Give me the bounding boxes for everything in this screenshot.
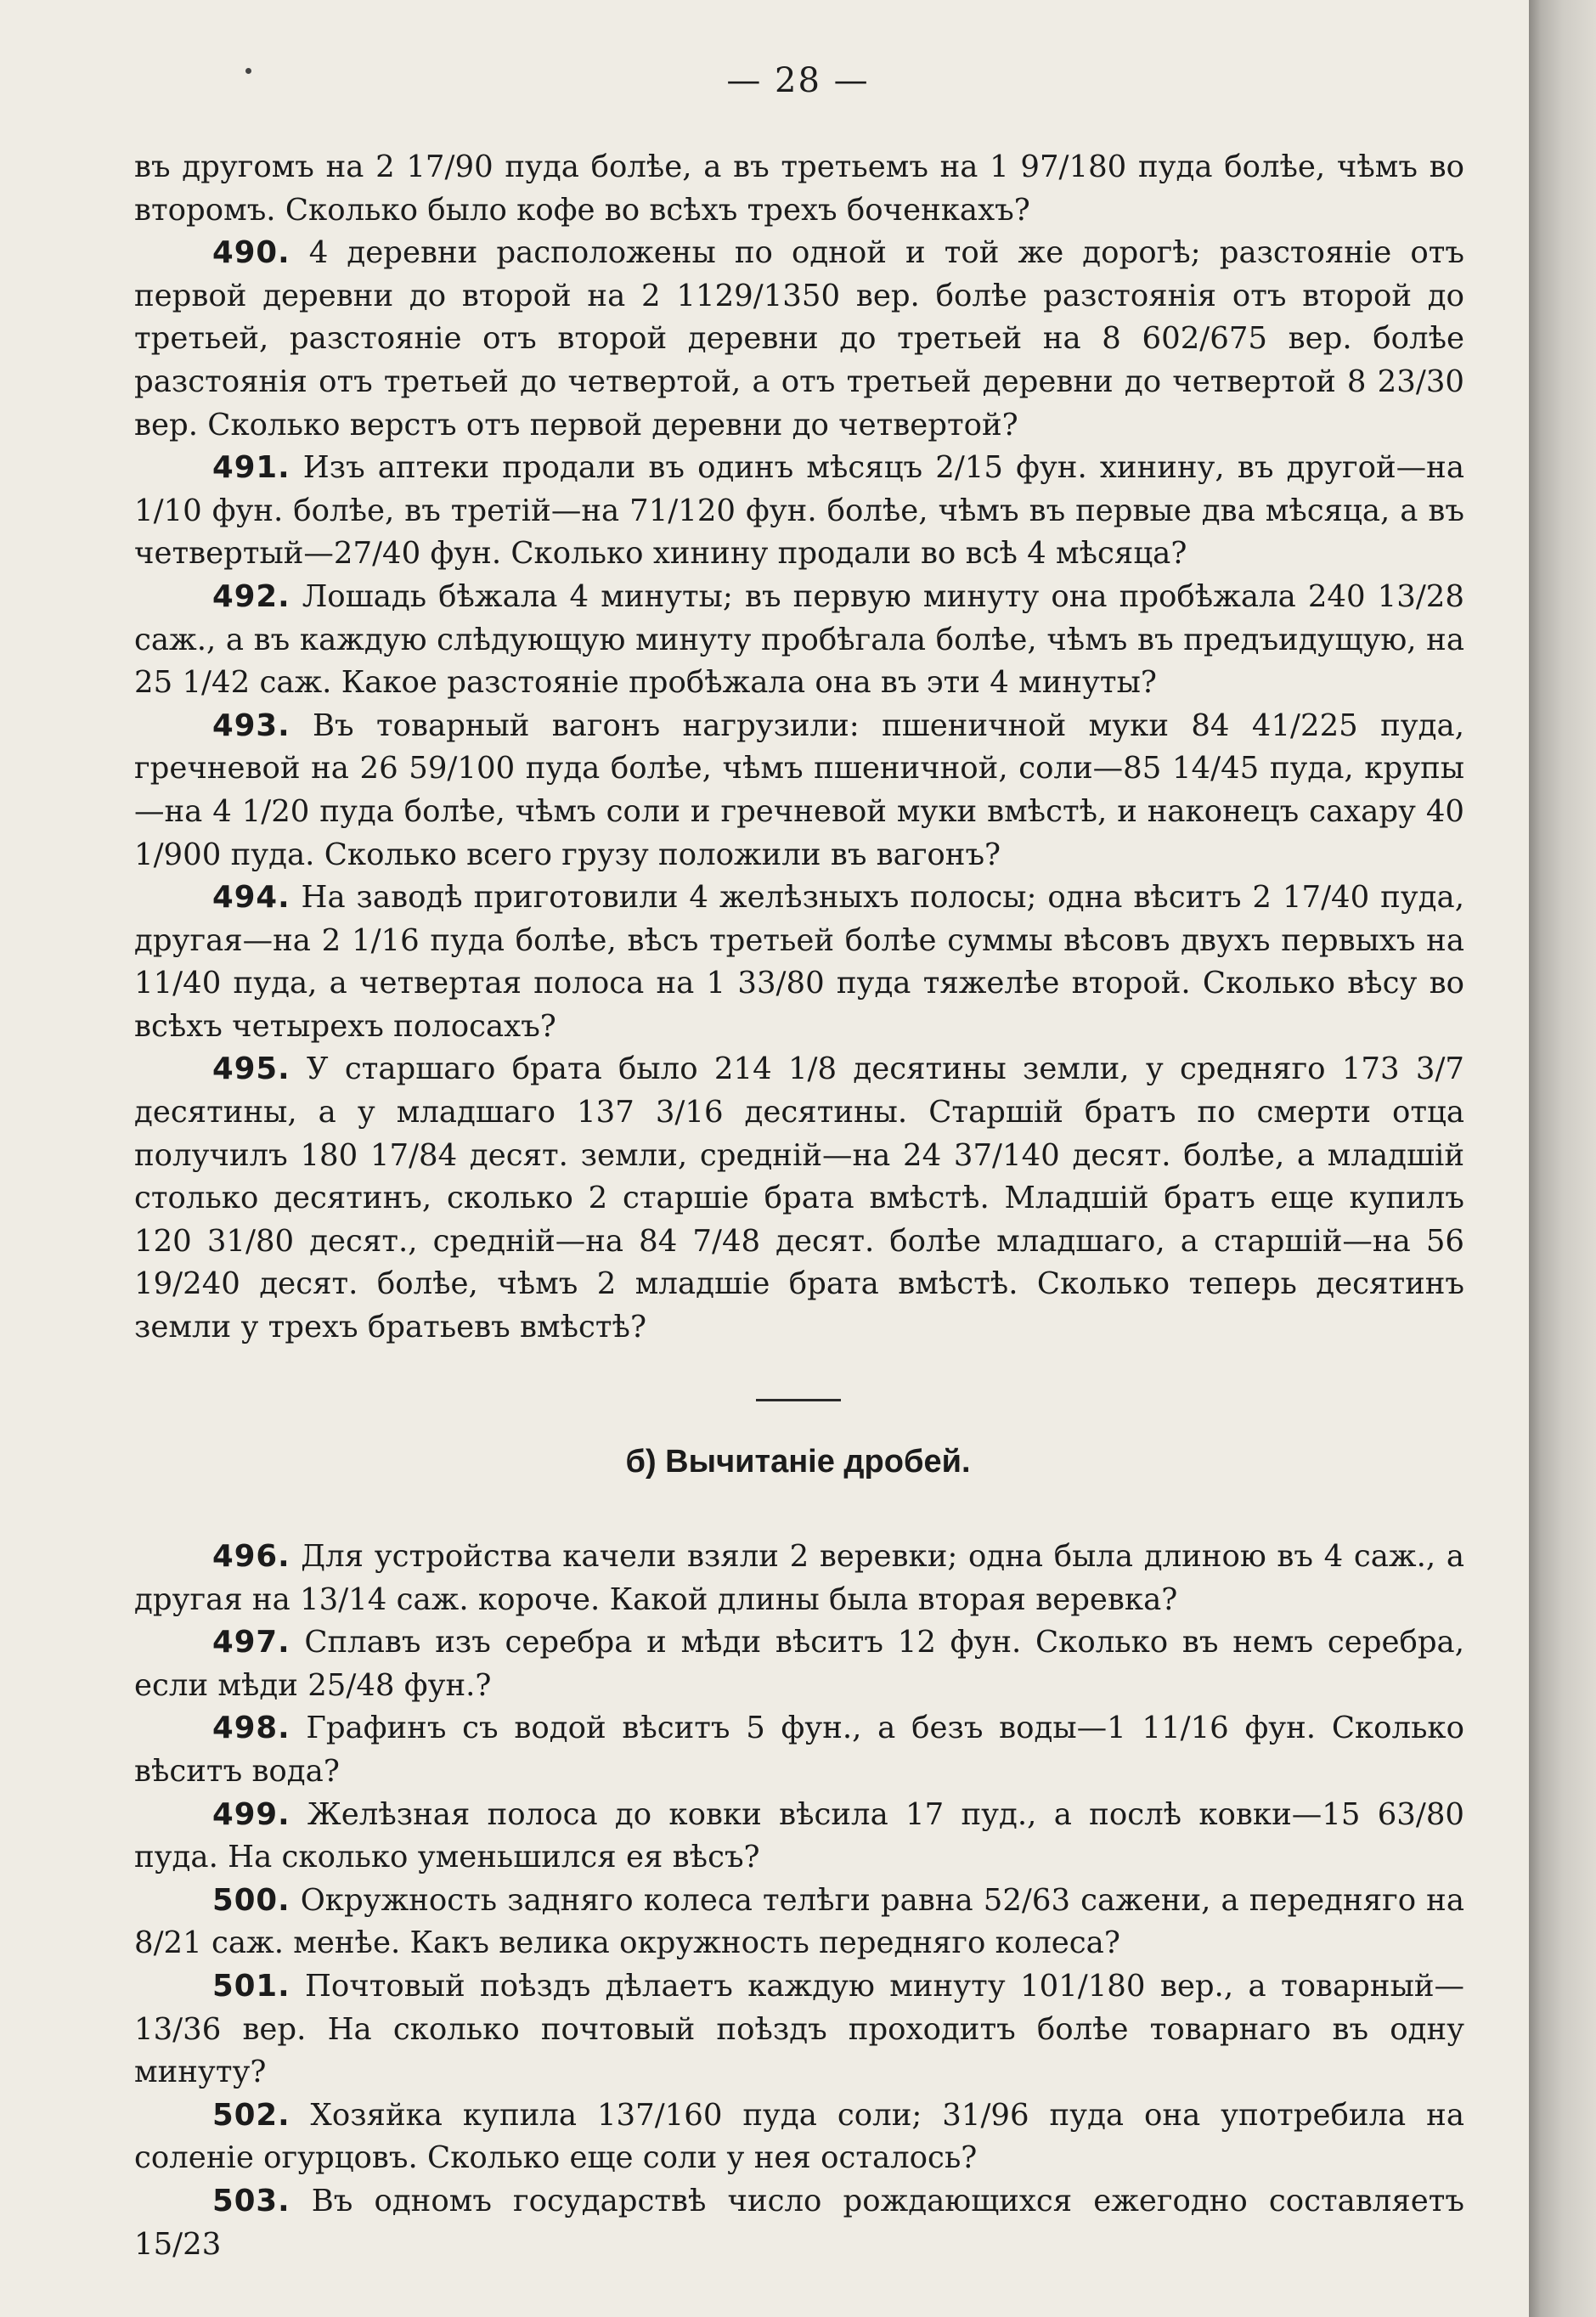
problem-text: Сплавъ изъ серебра и мѣди вѣситъ 12 фун. Сколько въ немъ серебра, если мѣди 25/48 фун.? [134,1625,1464,1703]
problem-490 [134,232,1464,447]
problem-number: 493. [212,708,290,743]
problem-text: Графинъ съ водой вѣситъ 5 фун., а безъ воды—1 11/16 фун. Сколько вѣситъ вода? [134,1711,1464,1789]
problem-text: Окружность задняго колеса телѣги равна 52/63 сажени, а передняго на 8/21 саж. менѣе. Какъ велика окружность передняго колеса? [134,1882,1464,1961]
problem-number: 502. [212,2097,290,2133]
problem-495 [134,1048,1464,1349]
problem-number: 494. [212,880,290,916]
problem-text: На заводѣ приготовили 4 желѣзныхъ полосы; одна вѣситъ 2 17/40 пуда, другая—на 2 1/16 пуда болѣе, вѣсъ третьей болѣе суммы вѣсовъ двухъ первыхъ на 11/40 пуда, а четвертая полоса на 1 33/80 пуда тяжелѣе второй. Сколько вѣсу во всѣхъ четырехъ полосахъ? [134,880,1464,1044]
problem-number: 499. [212,1796,290,1832]
problem-text: 4 деревни расположены по одной и той же дорогѣ; разстояніе отъ первой деревни до второй на 2 1129/1350 вер. болѣе разстоянія отъ второй до третьей, разстояніе отъ второй деревни до третьей на 8 602/675 вер. болѣе разстоянія отъ третьей до четвертой, а отъ третьей деревни до четвертой 8 23/30 вер. Сколько верстъ отъ первой деревни до четвертой? [134,235,1464,443]
problem-number: 503. [212,2183,290,2218]
problem-number: 498. [212,1711,290,1746]
problem-number: 492. [212,578,290,614]
problem-493 [134,705,1464,877]
problem-502 [134,2094,1464,2180]
problem-number: 497. [212,1625,290,1660]
problem-500 [134,1880,1464,1965]
problem-text: Хозяйка купила 137/160 пуда соли; 31/96 пуда она употребила на соленіе огурцовъ. Сколько еще соли у нея осталось? [134,2097,1464,2176]
problem-501 [134,1965,1464,2094]
problem-text: Въ товарный вагонъ нагрузили: пшеничной муки 84 41/225 пуда, гречневой на 26 59/100 пуда болѣе, чѣмъ пшеничной, соли—85 14/45 пуда, крупы—на 4 1/20 пуда болѣе, чѣмъ соли и гречневой муки вмѣстѣ, и наконецъ сахару 40 1/900 пуда. Сколько всего грузу положили въ вагонъ? [134,708,1464,872]
continuation-paragraph: въ другомъ на 2 17/90 пуда болѣе, а въ третьемъ на 1 97/180 пуда болѣе, чѣмъ во второмъ. Сколько было кофе во всѣхъ трехъ боченкахъ? [134,149,1464,228]
problem-text: Въ одномъ государствѣ число рождающихся ежегодно составляетъ 15/23 [134,2183,1464,2262]
problem-503 [134,2180,1464,2266]
section-title: б) Вычитаніе дробей. [625,1444,971,1480]
problem-number: 495. [212,1051,290,1087]
problem-494 [134,877,1464,1048]
problem-number: 496. [212,1539,290,1574]
problem-number: 490. [212,235,290,271]
problem-text: Изъ аптеки продали въ одинъ мѣсяцъ 2/15 фун. хинину, въ другой—на 1/10 фун. болѣе, въ третій—на 71/120 фун. болѣе, чѣмъ въ первые два мѣсяца, а въ четвертый—27/40 фун. Сколько хинину продали во всѣ 4 мѣсяца? [134,450,1464,572]
problem-492 [134,576,1464,705]
page-edge-shadow [1529,0,1596,2317]
problem-498 [134,1707,1464,1793]
problem-text: У старшаго брата было 214 1/8 десятины земли, у средняго 173 3/7 десятины, а у младшаго 137 3/16 десятины. Старшій братъ по смерти отца получилъ 180 17/84 десят. земли, средній—на 24 37/140 десят. болѣе, а младшій столько десятинъ, сколько 2 старшіе брата вмѣстѣ. Младшій братъ еще купилъ 120 31/80 десят., средній—на 84 7/48 десят. болѣе младшаго, а старшій—на 56 19/240 десят. болѣе, чѣмъ 2 младшіе брата вмѣстѣ. Сколько теперь десятинъ земли у трехъ братьевъ вмѣстѣ? [134,1051,1464,1345]
problem-number: 501. [212,1968,290,2004]
problem-497 [134,1621,1464,1707]
problem-499 [134,1794,1464,1880]
problems-block-top [134,146,1464,1350]
problem-text: Для устройства качели взяли 2 веревки; одна была длиною въ 4 саж., а другая на 13/14 саж. короче. Какой длины была вторая веревка? [134,1539,1464,1617]
problem-491 [134,447,1464,576]
problem-text: Почтовый поѣздъ дѣлаетъ каждую минуту 101/180 вер., а товарный—13/36 вер. На сколько почтовый поѣздъ проходитъ болѣе товарнаго въ одну минуту? [134,1968,1464,2090]
problem-text: Лошадь бѣжала 4 минуты; въ первую минуту она пробѣжала 240 13/28 саж., а въ каждую слѣдующую минуту пробѣгала болѣе, чѣмъ въ предъидущую, на 25 1/42 саж. Какое разстояніе пробѣжала она въ эти 4 минуты? [134,578,1464,701]
problem-number: 500. [212,1882,290,1918]
problem-496 [134,1536,1464,1621]
section-divider [756,1399,841,1401]
problem-text: Желѣзная полоса до ковки вѣсила 17 пуд., а послѣ ковки—15 63/80 пуда. На сколько уменьшился ея вѣсъ? [134,1796,1465,1875]
problems-block-bottom [134,1536,1464,2266]
page-number: — 28 — [726,61,870,100]
problem-number: 491. [212,450,290,486]
